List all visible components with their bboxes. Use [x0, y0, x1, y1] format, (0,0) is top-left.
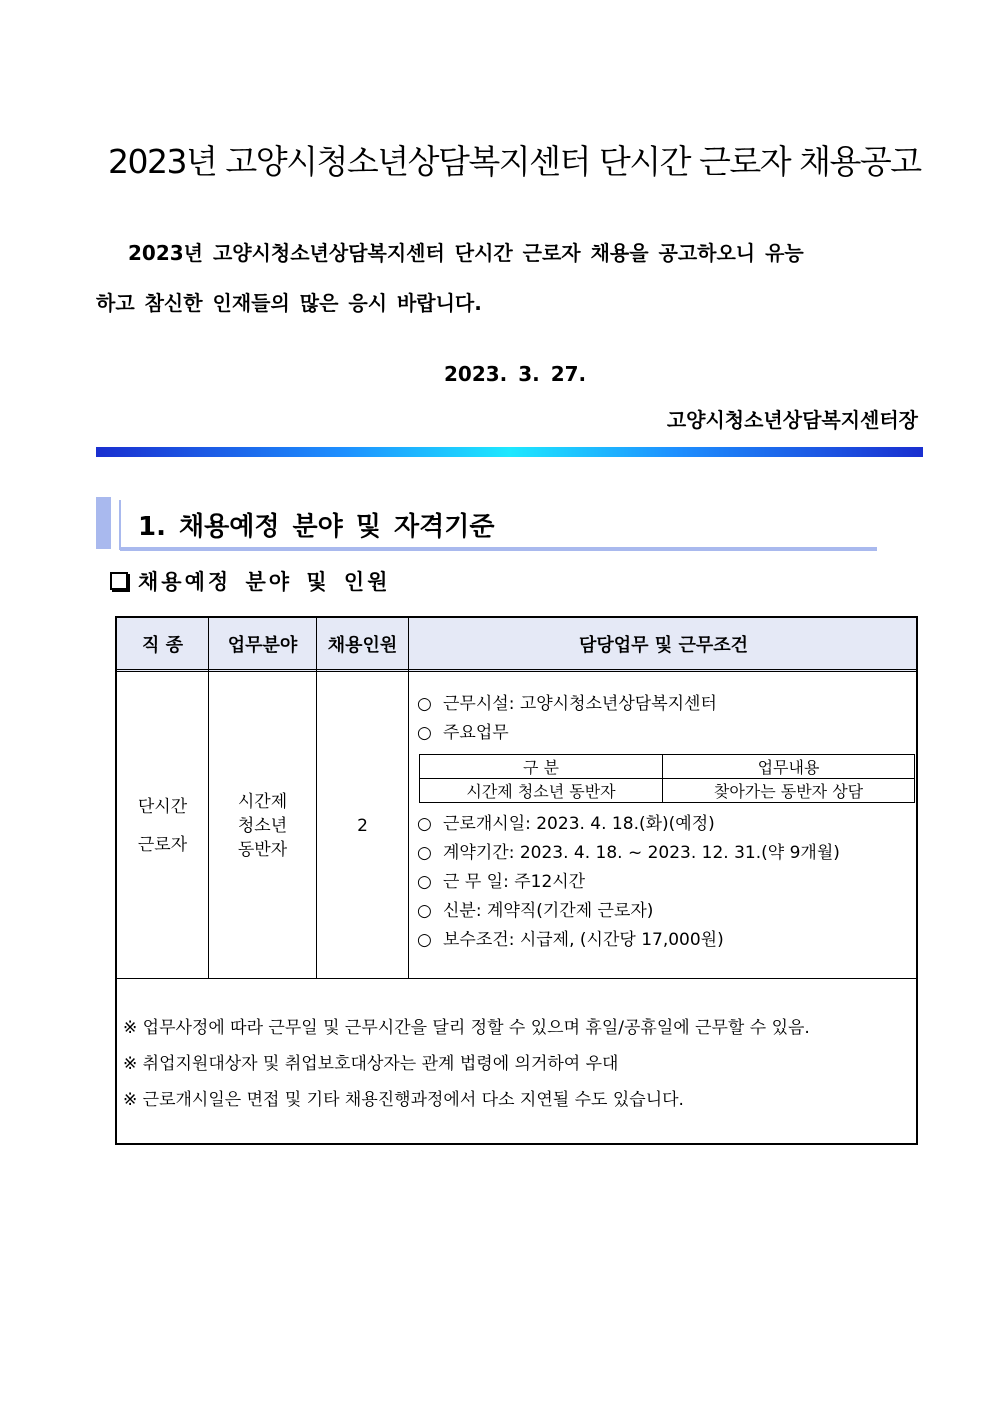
detail-item: ○ 근 무 일: 주12시간 [417, 868, 917, 897]
detail-item: ○ 근무시설: 고양시청소년상담복지센터 [417, 690, 917, 719]
inner-header-category: 구 분 [420, 755, 663, 779]
detail-item: ○ 신분: 계약직(기간제 근로자) [417, 897, 917, 926]
row-divider [117, 978, 916, 979]
circle-bullet-icon: ○ [417, 901, 432, 921]
detail-item: ○ 근로개시일: 2023. 4. 18.(화)(예정) [417, 810, 917, 839]
detail-item: ○ 계약기간: 2023. 4. 18. ~ 2023. 12. 31.(약 9개월) [417, 839, 917, 868]
column-divider [408, 618, 409, 978]
circle-bullet-icon: ○ [417, 694, 432, 714]
work-field-line: 동반자 [237, 839, 288, 860]
inner-cell-content: 찾아가는 동반자 상담 [663, 779, 915, 803]
page-title: 2023년 고양시청소년상담복지센터 단시간 근로자 채용공고 [108, 142, 921, 181]
gradient-divider [96, 447, 923, 457]
job-type-line: 근로자 [137, 834, 188, 855]
job-type-line: 단시간 [137, 796, 188, 817]
checkbox-square-icon [110, 572, 128, 590]
note-item: ※ 근로개시일은 면접 및 기타 채용진행과정에서 다소 지연될 수도 있습니다. [123, 1090, 684, 1110]
intro-line-1: 2023년 고양시청소년상담복지센터 단시간 근로자 채용을 공고하오니 유능 [128, 241, 804, 265]
header-headcount: 채용인원 [327, 634, 398, 656]
section-title: 1. 채용예정 분야 및 자격기준 [138, 512, 495, 542]
duties-details-top [417, 690, 917, 748]
recruitment-table [115, 616, 918, 1145]
header-work-field: 업무분야 [227, 634, 298, 656]
circle-bullet-icon: ○ [417, 930, 432, 950]
notes-section [123, 1010, 810, 1118]
note-item: ※ 업무사정에 따라 근무일 및 근무시간을 달리 정할 수 있으며 휴일/공휴일에 근무할 수 있음. [123, 1018, 810, 1038]
circle-bullet-icon: ○ [417, 843, 432, 863]
header-duties: 담당업무 및 근무조건 [578, 634, 749, 656]
main-duties-table [419, 754, 915, 803]
subsection-heading [110, 566, 391, 596]
organization-signature: 고양시청소년상담복지센터장 [666, 408, 918, 432]
note-item: ※ 취업지원대상자 및 취업보호대상자는 관계 법령에 의거하여 우대 [123, 1054, 619, 1074]
duties-details-bottom [417, 810, 917, 955]
inner-header-content: 업무내용 [663, 755, 915, 779]
section-accent-line [119, 500, 121, 550]
circle-bullet-icon: ○ [417, 723, 432, 743]
work-field-line: 시간제 [237, 791, 288, 812]
intro-line-2: 하고 참신한 인재들의 많은 응시 바랍니다. [96, 291, 482, 315]
circle-bullet-icon: ○ [417, 872, 432, 892]
section-accent-bar [96, 497, 111, 549]
cell-job-type [117, 673, 208, 978]
cell-work-field [209, 673, 316, 978]
table-row [420, 779, 915, 803]
section-underline [120, 547, 877, 551]
circle-bullet-icon: ○ [417, 814, 432, 834]
announcement-date: 2023. 3. 27. [444, 362, 587, 386]
detail-item: ○ 보수조건: 시급제, (시간당 17,000원) [417, 926, 917, 955]
work-field-line: 청소년 [237, 815, 288, 836]
header-job-type: 직 종 [141, 634, 184, 656]
subsection-title: 채용예정 분야 및 인원 [138, 570, 391, 594]
detail-item: ○ 주요업무 [417, 719, 917, 748]
cell-headcount: 2 [357, 815, 368, 836]
intro-paragraph [96, 228, 896, 328]
inner-cell-category: 시간제 청소년 동반자 [420, 779, 663, 803]
table-row [420, 755, 915, 779]
